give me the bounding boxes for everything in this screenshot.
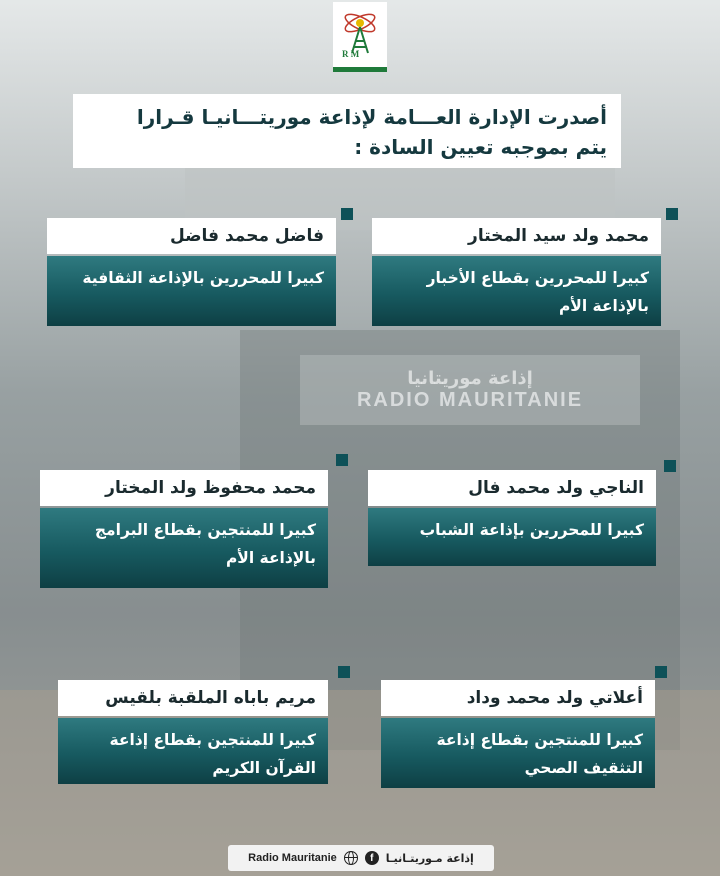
background-sign-latin: RADIO MAURITANIE <box>356 389 584 411</box>
appointee-role: كبيرا للمنتجين بقطاع البرامج بالإذاعة الأم <box>40 508 328 588</box>
corner-square <box>338 666 350 678</box>
footer-arabic-label: إذاعة مـوريتـانيـا <box>385 851 474 865</box>
corner-square <box>664 460 676 472</box>
corner-square <box>666 208 678 220</box>
appointee-role: كبيرا للمحررين بالإذاعة الثقافية <box>47 256 336 326</box>
appointee-role: كبيرا للمنتجين بقطاع إذاعة التثقيف الصحي <box>381 718 655 788</box>
appointee-name: الناجي ولد محمد فال <box>368 470 656 506</box>
appointee-role: كبيرا للمنتجين بقطاع إذاعة القرآن الكريم <box>58 718 328 784</box>
appointment-card <box>58 680 328 784</box>
appointment-card <box>47 218 336 326</box>
appointee-role: كبيرا للمحررين بإذاعة الشباب <box>368 508 656 566</box>
appointee-name: محمد محفوظ ولد المختار <box>40 470 328 506</box>
headline-line-1: أصدرت الإدارة العـــامة لإذاعة موريتـــانيـا قـرارا <box>136 105 607 129</box>
headline-line-2: يتم بموجبه تعيين السادة : <box>354 135 607 159</box>
background-sign <box>300 355 640 425</box>
appointee-name: محمد ولد سيد المختار <box>372 218 661 254</box>
announcement-headline <box>73 94 621 168</box>
appointment-card <box>40 470 328 588</box>
appointee-name: مريم باباه الملقبة بلقيس <box>58 680 328 716</box>
background-sign-arabic: إذاعة موريتانيا <box>407 368 533 389</box>
antenna-logo-icon <box>338 7 382 63</box>
corner-square <box>341 208 353 220</box>
appointee-name: فاضل محمد فاضل <box>47 218 336 254</box>
appointment-card <box>372 218 661 326</box>
corner-square <box>336 454 348 466</box>
corner-square <box>655 666 667 678</box>
appointee-name: أعلاتي ولد محمد وداد <box>381 680 655 716</box>
globe-icon <box>344 851 358 865</box>
appointment-card <box>368 470 656 566</box>
appointment-card <box>381 680 655 788</box>
radio-logo <box>333 2 387 72</box>
appointee-role: كبيرا للمحررين بقطاع الأخبار بالإذاعة الأم <box>372 256 661 326</box>
footer-credits <box>228 845 494 871</box>
facebook-icon: f <box>365 851 379 865</box>
footer-website-label: Radio Mauritanie <box>248 852 337 864</box>
svg-text:R M: R M <box>342 48 360 59</box>
